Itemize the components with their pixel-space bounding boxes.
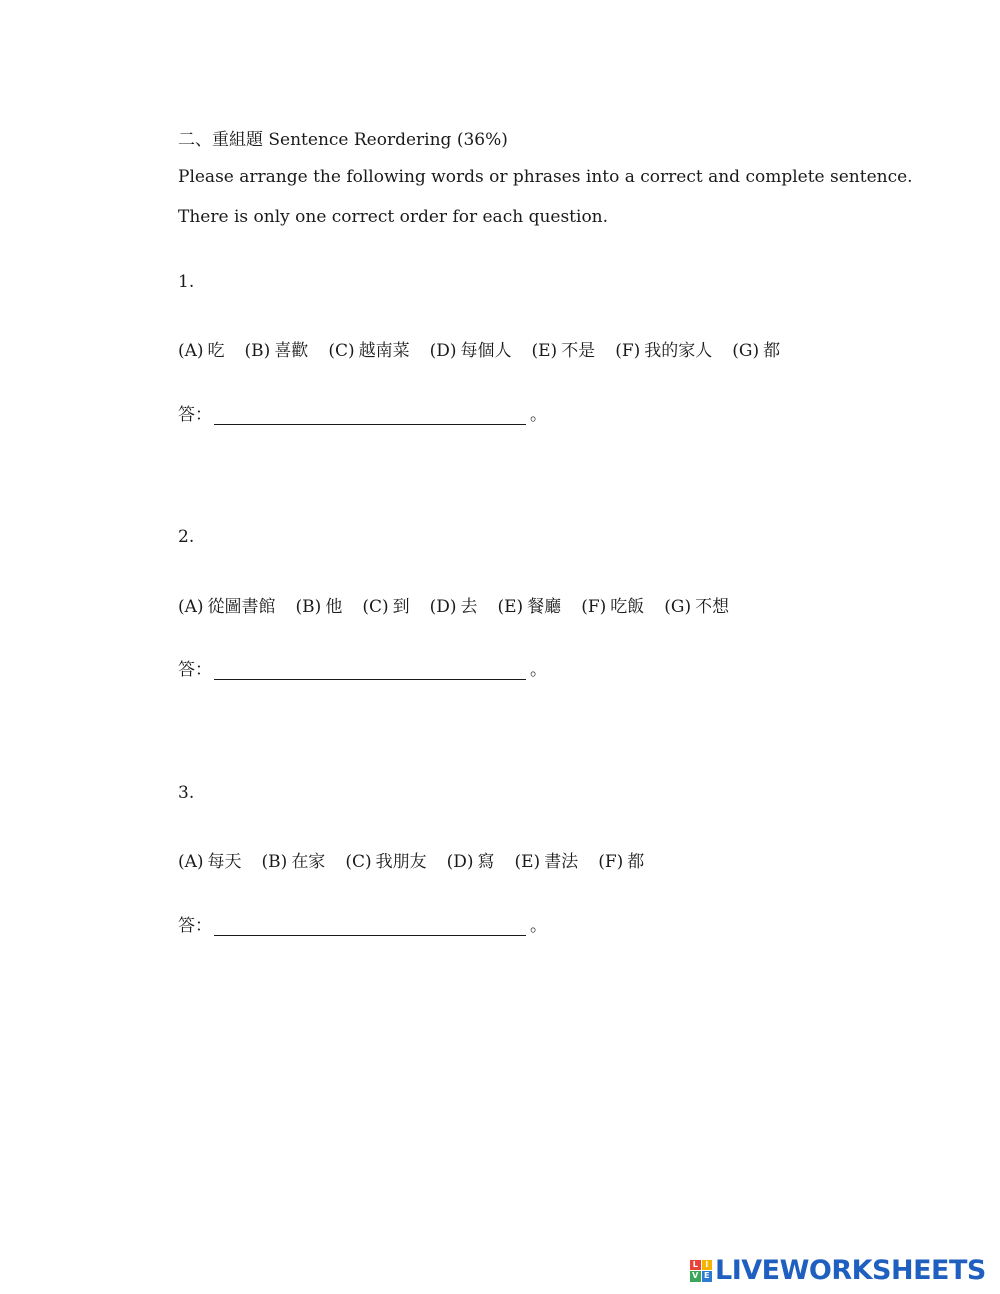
answer-input[interactable] xyxy=(214,404,526,425)
answer-label: 答： xyxy=(178,916,212,936)
option-text: 越南菜 xyxy=(358,341,410,361)
answer-row xyxy=(178,400,547,425)
answer-row xyxy=(178,655,547,680)
option-item xyxy=(345,847,426,872)
option-letter: (E) xyxy=(531,341,558,361)
option-letter: (B) xyxy=(244,341,271,361)
answer-input[interactable] xyxy=(214,915,526,936)
question-options xyxy=(178,336,800,361)
answer-input[interactable] xyxy=(214,659,526,680)
option-letter: (D) xyxy=(429,597,457,617)
logo-badge-letter: L xyxy=(690,1260,701,1271)
logo-badge-letter: V xyxy=(690,1271,701,1282)
option-item xyxy=(430,592,478,617)
option-item xyxy=(581,592,644,617)
section-title: 二、重組題 Sentence Reordering (36%) xyxy=(178,130,508,150)
question-number: 1. xyxy=(178,272,195,292)
option-letter: (C) xyxy=(362,597,389,617)
option-item xyxy=(178,847,242,872)
option-letter: (C) xyxy=(345,852,372,872)
option-letter: (A) xyxy=(178,341,204,361)
option-text: 喜歡 xyxy=(274,341,309,361)
option-item xyxy=(732,336,780,361)
option-item xyxy=(430,336,512,361)
option-text: 書法 xyxy=(544,852,579,872)
option-letter: (A) xyxy=(178,852,204,872)
option-text: 到 xyxy=(392,597,410,617)
option-letter: (G) xyxy=(732,341,760,361)
option-text: 他 xyxy=(325,597,343,617)
option-item xyxy=(328,336,409,361)
option-item xyxy=(362,592,409,617)
option-item xyxy=(262,847,326,872)
option-letter: (G) xyxy=(664,597,692,617)
option-letter: (D) xyxy=(429,341,457,361)
option-letter: (D) xyxy=(446,852,474,872)
option-text: 我的家人 xyxy=(644,341,713,361)
option-text: 去 xyxy=(460,597,478,617)
answer-period: 。 xyxy=(530,660,547,680)
option-text: 從圖書館 xyxy=(207,597,276,617)
answer-period: 。 xyxy=(530,405,547,425)
option-text: 吃 xyxy=(207,341,225,361)
option-letter: (B) xyxy=(261,852,288,872)
answer-label: 答： xyxy=(178,405,212,425)
question-number: 2. xyxy=(178,527,195,547)
option-text: 在家 xyxy=(291,852,326,872)
option-letter: (B) xyxy=(295,597,322,617)
logo-text: LIVEWORKSHEETS xyxy=(715,1255,986,1286)
option-text: 吃飯 xyxy=(610,597,645,617)
option-item xyxy=(498,592,562,617)
answer-label: 答： xyxy=(178,660,212,680)
question-number: 3. xyxy=(178,783,195,803)
instruction-line-2: There is only one correct order for each question. xyxy=(178,207,609,227)
option-text: 每個人 xyxy=(460,341,512,361)
option-item xyxy=(598,847,644,872)
option-letter: (F) xyxy=(581,597,607,617)
answer-period: 。 xyxy=(530,916,547,936)
option-item xyxy=(664,592,729,617)
logo-badge-letter: E xyxy=(702,1271,713,1282)
option-text: 都 xyxy=(627,852,645,872)
logo-badge-letter: I xyxy=(702,1260,713,1271)
question-options xyxy=(178,847,664,872)
option-text: 每天 xyxy=(207,852,242,872)
option-text: 不是 xyxy=(561,341,596,361)
option-text: 我朋友 xyxy=(375,852,427,872)
option-letter: (F) xyxy=(615,341,641,361)
instruction-line-1: Please arrange the following words or phrases into a correct and complete sentence. xyxy=(178,167,913,187)
option-letter: (E) xyxy=(514,852,541,872)
option-item xyxy=(532,336,596,361)
option-text: 不想 xyxy=(695,597,730,617)
liveworksheets-logo xyxy=(690,1255,986,1286)
option-item xyxy=(615,336,712,361)
option-text: 寫 xyxy=(477,852,495,872)
option-letter: (F) xyxy=(598,852,624,872)
option-item xyxy=(447,847,495,872)
option-text: 餐廳 xyxy=(527,597,562,617)
option-item xyxy=(296,592,343,617)
question-options xyxy=(178,592,749,617)
option-item xyxy=(178,592,276,617)
option-item xyxy=(178,336,225,361)
option-letter: (C) xyxy=(328,341,355,361)
logo-badge-icon xyxy=(690,1260,712,1282)
answer-row xyxy=(178,911,547,936)
option-item xyxy=(515,847,579,872)
option-letter: (A) xyxy=(178,597,204,617)
option-letter: (E) xyxy=(497,597,524,617)
option-text: 都 xyxy=(763,341,781,361)
option-item xyxy=(245,336,309,361)
